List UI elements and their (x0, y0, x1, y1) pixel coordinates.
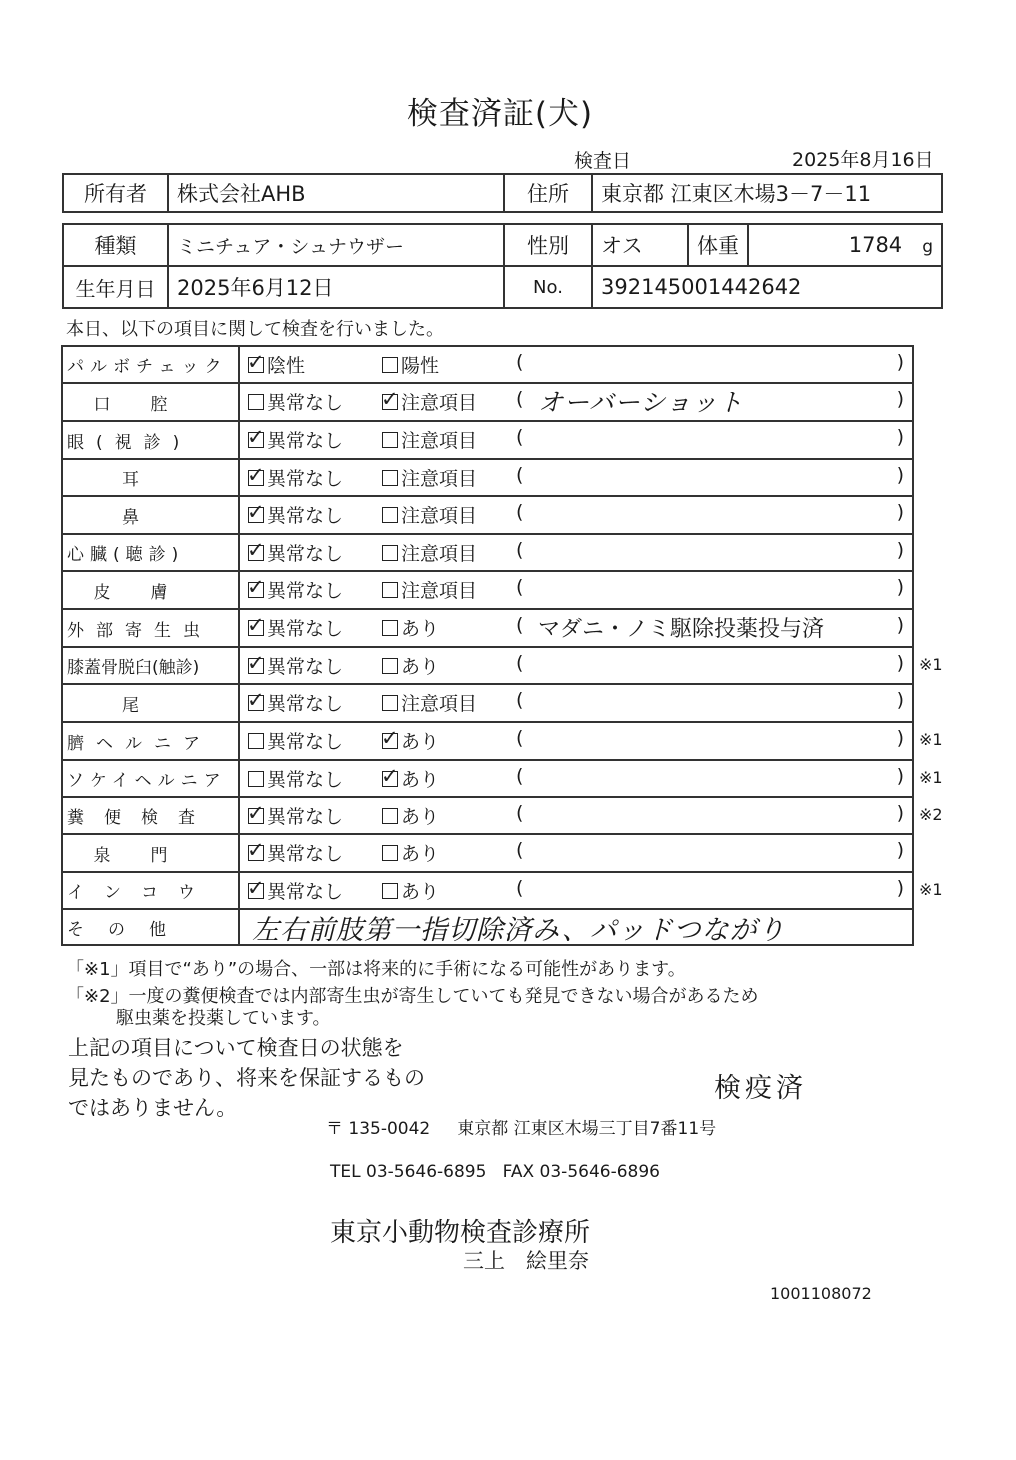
check-mark-icon: ✓ (247, 538, 265, 562)
clinic-contact (330, 1162, 660, 1182)
option-2: あり (382, 877, 439, 904)
clinic-name: 東京小動物検査診療所 (330, 1218, 591, 1248)
postal-code: 〒 135-0042 (326, 1119, 431, 1139)
check-row (62, 872, 913, 909)
number-label: No. (504, 266, 592, 308)
clinic-address (326, 1114, 716, 1139)
number-value: 392145001442642 (592, 266, 942, 308)
open-paren: ( (516, 765, 524, 787)
option-2: あり (382, 802, 439, 829)
open-paren: ( (516, 652, 524, 674)
option-1: ✓ 異常なし (247, 838, 344, 865)
checkbox[interactable] (247, 838, 265, 862)
check-mark-icon: ✓ (247, 801, 265, 825)
option-1: 異常なし (248, 727, 343, 754)
breed-value: ミニチュア・シュナウザー (168, 224, 504, 266)
checkbox[interactable] (248, 733, 264, 749)
close-paren: ) (896, 802, 904, 824)
check-label: 泉門 (62, 834, 239, 872)
open-paren: ( (516, 388, 524, 410)
check-options (239, 346, 913, 383)
check-mark-icon: ✓ (247, 688, 265, 712)
check-options (239, 421, 913, 459)
weight-label: 体重 (688, 224, 748, 266)
check-row (62, 534, 913, 571)
intro-text: 本日、以下の項目に関して検査を行いました。 (66, 319, 444, 340)
option-1: ✓ 異常なし (247, 876, 344, 903)
checkbox[interactable] (381, 764, 399, 788)
check-options (239, 872, 913, 909)
option-2: 注意項目 (382, 501, 477, 528)
close-paren: ) (896, 839, 904, 861)
option-2: ✓ 注意項目 (381, 387, 478, 414)
open-paren: ( (516, 464, 524, 486)
check-mark-icon: ✓ (247, 575, 265, 599)
checkbox[interactable] (247, 538, 265, 562)
checkbox[interactable] (382, 470, 398, 486)
document-number: 1001108072 (770, 1284, 872, 1303)
check-mark-icon: ✓ (247, 463, 265, 487)
check-label: 耳 (62, 459, 239, 496)
disclaimer-line: 見たものであり、将来を保証するもの (68, 1066, 425, 1090)
check-label: 尾 (62, 684, 239, 722)
disclaimer (68, 1033, 425, 1123)
close-paren: ) (896, 539, 904, 561)
owner-table (62, 173, 943, 213)
check-label: 皮膚 (62, 571, 239, 609)
check-label: 鼻 (62, 496, 239, 534)
checkbox[interactable] (382, 845, 398, 861)
check-row (62, 496, 913, 534)
close-paren: ) (896, 652, 904, 674)
check-mark-icon: ✓ (247, 876, 265, 900)
open-paren: ( (516, 576, 524, 598)
option-2: 注意項目 (382, 426, 477, 453)
check-mark-icon: ✓ (247, 613, 265, 637)
option-1: ✓ 異常なし (247, 500, 344, 527)
footnote-mark: ※1 (919, 655, 943, 674)
close-paren: ) (896, 464, 904, 486)
checkbox[interactable] (381, 726, 399, 750)
checkbox[interactable] (382, 620, 398, 636)
option-1: ✓ 異常なし (247, 425, 344, 452)
sex-value: オス (592, 224, 688, 266)
check-row (62, 383, 913, 421)
checkbox[interactable] (247, 801, 265, 825)
check-options (239, 571, 913, 609)
option-1: ✓ 異常なし (247, 575, 344, 602)
close-paren: ) (896, 877, 904, 899)
checkbox[interactable] (247, 651, 265, 675)
close-paren: ) (896, 576, 904, 598)
weight-cell (748, 224, 942, 266)
option-2: ✓ あり (381, 726, 440, 753)
open-paren: ( (516, 802, 524, 824)
weight-value: 1784 (848, 233, 903, 257)
check-label: インコウ (62, 872, 239, 909)
option-1: 異常なし (248, 765, 343, 792)
check-label: ソケイヘルニア (62, 760, 239, 797)
check-options (239, 647, 913, 684)
other-label: その他 (62, 909, 239, 945)
option-1: ✓ 異常なし (247, 651, 344, 678)
checkbox[interactable] (247, 575, 265, 599)
option-2: ✓ あり (381, 764, 440, 791)
check-row (62, 760, 913, 797)
pet-info-table (62, 223, 943, 309)
close-paren: ) (896, 614, 904, 636)
check-mark-icon: ✓ (381, 387, 399, 411)
checkbox[interactable] (382, 808, 398, 824)
check-mark-icon: ✓ (381, 764, 399, 788)
checkbox[interactable] (382, 545, 398, 561)
check-label: 糞便検査 (62, 797, 239, 834)
veterinarian-name: 三上 絵里奈 (463, 1249, 589, 1273)
close-paren: ) (896, 351, 904, 373)
check-note: マダニ・ノミ駆除投薬投与済 (538, 617, 825, 642)
birthdate-value: 2025年6月12日 (168, 266, 504, 308)
check-options (239, 534, 913, 571)
checkbox[interactable] (248, 394, 264, 410)
footnote-mark: ※1 (919, 730, 943, 749)
check-row (62, 459, 913, 496)
owner-value: 株式会社AHB (168, 174, 504, 212)
option-2: あり (382, 652, 439, 679)
owner-label: 所有者 (63, 174, 168, 212)
footnote-1: 「※1」項目で“あり”の場合、一部は将来的に手術になる可能性があります。 (66, 959, 686, 980)
exam-date-label: 検査日 (574, 150, 632, 172)
check-label: パルボチェック (62, 346, 239, 383)
checkbox[interactable] (381, 387, 399, 411)
checkbox[interactable] (247, 463, 265, 487)
checkbox[interactable] (247, 350, 265, 374)
option-1: 異常なし (248, 388, 343, 415)
open-paren: ( (516, 501, 524, 523)
fax: FAX 03-5646-6896 (502, 1162, 660, 1182)
option-1: ✓ 異常なし (247, 801, 344, 828)
open-paren: ( (516, 351, 524, 373)
check-options (239, 684, 913, 722)
footnote-mark: ※1 (919, 880, 943, 899)
page-title: 検査済証(犬) (406, 96, 594, 132)
footnote-2: 「※2」一度の糞便検査では内部寄生虫が寄生していても発見できない場合があるため (66, 986, 759, 1007)
check-label: 口腔 (62, 383, 239, 421)
option-2: 注意項目 (382, 689, 477, 716)
checkbox[interactable] (382, 507, 398, 523)
check-mark-icon: ✓ (381, 726, 399, 750)
check-row (62, 834, 913, 872)
check-row (62, 722, 913, 760)
check-options (239, 834, 913, 872)
option-2: あり (382, 839, 439, 866)
open-paren: ( (516, 614, 524, 636)
open-paren: ( (516, 689, 524, 711)
check-options (239, 797, 913, 834)
quarantine-stamp: 検疫済 (714, 1073, 807, 1104)
birthdate-label: 生年月日 (63, 266, 168, 308)
check-options (239, 760, 913, 797)
street-address: 東京都 江東区木場三丁目7番11号 (457, 1119, 717, 1139)
breed-label: 種類 (63, 224, 168, 266)
check-note: オーバーショット (538, 388, 744, 417)
checkbox[interactable] (382, 357, 398, 373)
checkbox[interactable] (382, 658, 398, 674)
check-options (239, 383, 913, 421)
check-options (239, 496, 913, 534)
option-1: ✓ 異常なし (247, 463, 344, 490)
footnote-mark: ※2 (919, 805, 943, 824)
check-mark-icon: ✓ (247, 500, 265, 524)
other-value: 左右前肢第一指切除済み、パッドつながり (252, 915, 786, 946)
check-options (239, 722, 913, 760)
checkbox[interactable] (247, 425, 265, 449)
checkbox[interactable] (247, 876, 265, 900)
close-paren: ) (896, 727, 904, 749)
footnote-mark: ※1 (919, 768, 943, 787)
checkbox[interactable] (247, 613, 265, 637)
check-label: 外部寄生虫 (62, 609, 239, 647)
check-label: 膝蓋骨脱臼(触診) (62, 647, 239, 684)
checkbox[interactable] (382, 883, 398, 899)
checkbox[interactable] (248, 771, 264, 787)
check-options (239, 459, 913, 496)
check-row (62, 609, 913, 647)
check-label: 眼(視診) (62, 421, 239, 459)
open-paren: ( (516, 426, 524, 448)
footnote-2-continued: 駆虫薬を投薬しています。 (116, 1008, 331, 1029)
check-row (62, 797, 913, 834)
open-paren: ( (516, 539, 524, 561)
option-2: あり (382, 614, 439, 641)
telephone: TEL 03-5646-6895 (330, 1162, 487, 1182)
checks-table (61, 345, 914, 946)
check-row (62, 647, 913, 684)
checkbox[interactable] (382, 582, 398, 598)
option-2: 陽性 (382, 351, 439, 378)
check-row (62, 421, 913, 459)
other-row (62, 909, 913, 945)
checkbox[interactable] (382, 432, 398, 448)
close-paren: ) (896, 689, 904, 711)
disclaimer-line: ではありません。 (68, 1096, 238, 1120)
checkbox[interactable] (382, 695, 398, 711)
option-1: ✓ 陰性 (247, 350, 306, 377)
check-mark-icon: ✓ (247, 651, 265, 675)
option-1: ✓ 異常なし (247, 688, 344, 715)
disclaimer-line: 上記の項目について検査日の状態を (68, 1036, 404, 1060)
open-paren: ( (516, 727, 524, 749)
weight-unit: g (922, 237, 933, 257)
close-paren: ) (896, 765, 904, 787)
check-label: 心臓(聴診) (62, 534, 239, 571)
other-cell (239, 909, 913, 945)
option-2: 注意項目 (382, 576, 477, 603)
check-mark-icon: ✓ (247, 350, 265, 374)
close-paren: ) (896, 388, 904, 410)
option-2: 注意項目 (382, 464, 477, 491)
check-row (62, 571, 913, 609)
open-paren: ( (516, 877, 524, 899)
open-paren: ( (516, 839, 524, 861)
check-mark-icon: ✓ (247, 425, 265, 449)
sex-label: 性別 (504, 224, 592, 266)
check-mark-icon: ✓ (247, 838, 265, 862)
option-1: ✓ 異常なし (247, 538, 344, 565)
check-row (62, 346, 913, 383)
address-value: 東京都 江東区木場3－7－11 (592, 174, 942, 212)
check-options (239, 609, 913, 647)
checkbox[interactable] (247, 688, 265, 712)
option-1: ✓ 異常なし (247, 613, 344, 640)
close-paren: ) (896, 501, 904, 523)
close-paren: ) (896, 426, 904, 448)
option-2: 注意項目 (382, 539, 477, 566)
address-label: 住所 (504, 174, 592, 212)
check-label: 臍ヘルニア (62, 722, 239, 760)
check-row (62, 684, 913, 722)
checkbox[interactable] (247, 500, 265, 524)
exam-date-value: 2025年8月16日 (792, 149, 934, 171)
